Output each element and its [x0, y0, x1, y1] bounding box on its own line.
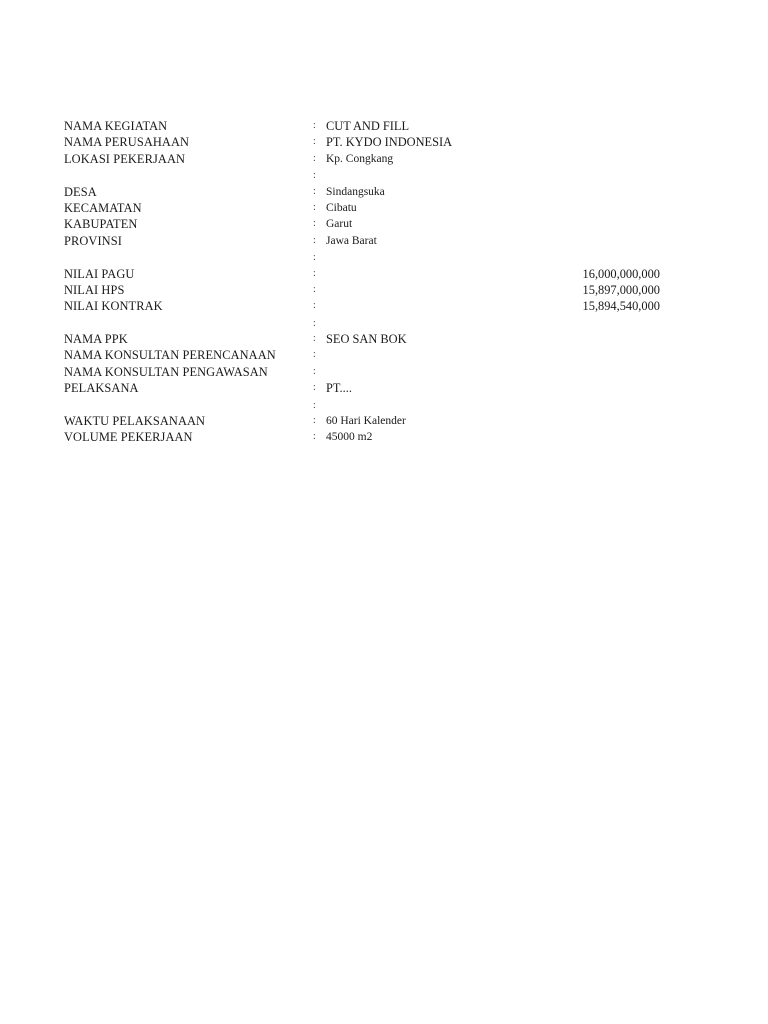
row-colon: : [313, 365, 316, 377]
row-value: Sindangsuka [326, 185, 385, 198]
row-blank [64, 249, 664, 265]
row-provinsi [64, 233, 664, 249]
row-colon: : [313, 399, 316, 411]
row-label: NAMA KONSULTAN PENGAWASAN [64, 364, 268, 379]
row-pelaksana [64, 380, 664, 396]
row-value: Garut [326, 218, 353, 231]
row-colon: : [313, 382, 316, 394]
row-label: NAMA PPK [64, 332, 128, 347]
row-colon: : [313, 120, 316, 131]
row-label: NAMA KEGIATAN [64, 119, 168, 133]
row-value: PT.... [326, 381, 352, 396]
row-label: PROVINSI [64, 233, 122, 248]
row-konsultan-pengawasan [64, 364, 664, 380]
row-colon: : [313, 415, 316, 427]
row-kabupaten [64, 216, 664, 232]
row-label: NILAI PAGU [64, 266, 135, 281]
row-amount: 15,894,540,000 [582, 299, 660, 314]
project-info-table [64, 118, 664, 446]
row-value: Kp. Congkang [326, 152, 394, 165]
row-label: WAKTU PELAKSANAAN [64, 414, 206, 429]
row-label: DESA [64, 184, 97, 199]
row-label: LOKASI PEKERJAAN [64, 151, 186, 166]
row-colon: : [313, 218, 316, 230]
row-colon: : [313, 152, 316, 164]
row-colon: : [313, 300, 316, 312]
row-kecamatan [64, 200, 664, 216]
row-nilai-kontrak [64, 298, 664, 314]
row-colon: : [313, 234, 316, 246]
row-colon: : [313, 267, 316, 279]
row-nilai-pagu [64, 266, 664, 282]
row-label: NILAI KONTRAK [64, 299, 163, 314]
row-nilai-hps [64, 282, 664, 298]
row-label: NAMA KONSULTAN PERENCANAAN [64, 348, 276, 363]
row-value: Cibatu [326, 201, 357, 214]
row-lokasi-pekerjaan [64, 151, 664, 167]
row-blank [64, 315, 664, 331]
row-colon: : [313, 317, 316, 329]
row-colon: : [313, 252, 316, 264]
row-colon: : [313, 201, 316, 213]
row-label: KABUPATEN [64, 217, 138, 232]
row-label: KECAMATAN [64, 200, 142, 215]
row-blank [64, 167, 664, 183]
row-blank [64, 397, 664, 413]
row-value: CUT AND FILL [326, 119, 410, 133]
row-nama-perusahaan [64, 134, 664, 150]
row-colon: : [313, 333, 316, 345]
row-amount: 16,000,000,000 [582, 266, 660, 281]
row-value: SEO SAN BOK [326, 332, 407, 347]
row-colon: : [313, 349, 316, 361]
row-value: 45000 m2 [326, 431, 373, 444]
row-nama-kegiatan [64, 118, 664, 134]
row-label: PELAKSANA [64, 381, 139, 396]
row-label: VOLUME PEKERJAAN [64, 430, 193, 445]
row-desa [64, 184, 664, 200]
row-nama-ppk [64, 331, 664, 347]
row-label: NAMA PERUSAHAAN [64, 135, 190, 150]
row-colon: : [313, 283, 316, 295]
row-label: NILAI HPS [64, 282, 125, 297]
row-konsultan-perencanaan [64, 347, 664, 363]
row-volume-pekerjaan [64, 429, 664, 445]
row-colon: : [313, 136, 316, 148]
row-value: PT. KYDO INDONESIA [326, 135, 453, 150]
row-value: Jawa Barat [326, 234, 377, 247]
row-amount: 15,897,000,000 [582, 282, 660, 297]
row-colon: : [313, 170, 316, 182]
row-waktu-pelaksanaan [64, 413, 664, 429]
row-colon: : [313, 431, 316, 443]
row-value: 60 Hari Kalender [326, 415, 406, 428]
row-colon: : [313, 185, 316, 197]
